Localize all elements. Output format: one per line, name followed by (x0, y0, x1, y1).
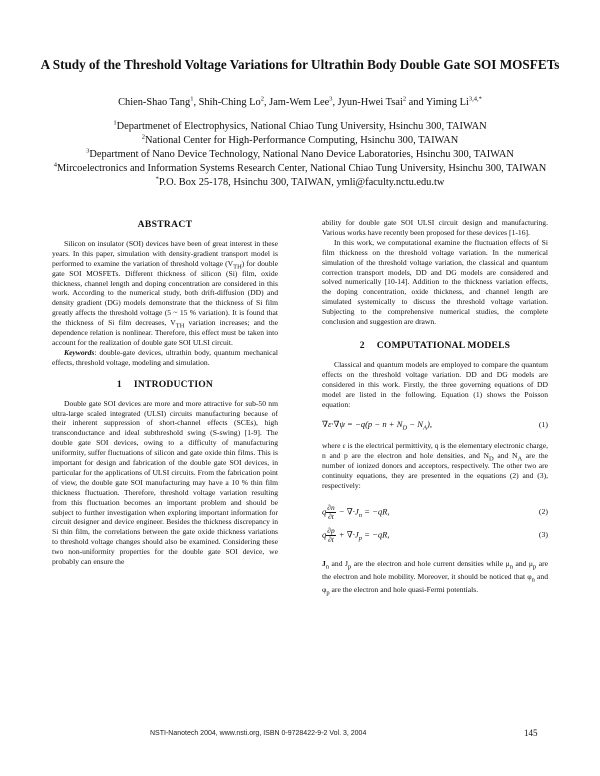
introduction-paragraph: In this work, we computational examine the fluctuation effects of Si film thickness on the threshold voltage variation. In the numerical simulation of the threshold voltage variation, the classical and quantum correction transport models, DD and DG models are considered and solved numerically [10-14]. Addition to the thickness variation effects, the doping concentration, oxide thickness, and channel length are simulated systemically to discuss the threshold voltage variation. Subjecting to the comprehensive numerical studies, the complete conclusion and suggestion are drawn. (322, 237, 548, 327)
equation-body: q $\frac{\partial n}{\partial t}$ − $\nabla\cdot J_n = -qR$, (322, 502, 390, 521)
models-text: Classical and quantum models are employed to compare the quantum effects on the threshold voltage variation. DD and DG models are considered in this work. Firstly, the three governing equations of DD model are listed in the following. Equation (1) shows the Poisson equation: (322, 359, 548, 409)
affiliation (30, 148, 570, 162)
author-name: Jam-Wem Lee (269, 97, 330, 108)
affiliation (30, 120, 570, 134)
equation-number: (3) (538, 530, 548, 540)
affiliation (30, 134, 570, 148)
affiliation-text: Departmenet of Electrophysics, National Chiao Tung University, Hsinchu 300, TAIWAN (116, 121, 487, 132)
equation-body: $\nabla\varepsilon\cdot\nabla\psi = -q(p - n + N_D - N_A)$, (322, 419, 432, 433)
models-text: $J_n$ and $J_p$ are the electron and hole current densities while $\mu_n$ and $\mu_p$ are the electron and hole mobility. Moreover, it should be noticed that $\varphi_n$ and $\varphi_p$ are the electron and hole quasi-Fermi potentials. (322, 558, 548, 597)
affiliation-sup: 4 (53, 161, 57, 169)
section-heading-introduction: 1 INTRODUCTION (116, 378, 214, 390)
equation-3 (322, 527, 548, 544)
equation-body: q $\frac{\partial p}{\partial t}$ + $\nabla\cdot J_p = -qR$, (322, 525, 390, 544)
left-column (52, 218, 278, 567)
author-sup: 3,4,* (468, 95, 482, 103)
author-sup: 2 (260, 95, 264, 103)
introduction-text: Double gate SOI devices are more and more attractive for sub-50 nm ultra-large scaled integrated (ULSI) circuits manufacturing because of their inherent suppression of short-channel effects (SCEs), high transconductance and ideal subthreshold swing (S-swing) [1-9]. The double gate SOI devices, owing to a difficulty of manufacturing uniformity, suffer fluctuations of silicon and gate oxide thin films. This is important for design and fabrication of the double gate SOI devices, in particular for the applications of ULSI circuits. From the fabrication point of view, the double gate SOI manufacturing may have a 10 % thin film thickness fluctuation. Therefore, threshold voltage variation resulting from this fluctuation becomes an important problem and should be subject to further investigation when exploring important information for circuit designer and device engineer. Besides the thickness discrepancy in Si thin film, the correlations between the gate oxide thickness variations to threshold voltage changes should also be examined. Considering these two non-uniformity properties for the double gate SOI device, we probably can ensure the (52, 398, 278, 567)
author-name: Jyun-Hwei Tsai (337, 97, 403, 108)
abstract-text: Silicon on insulator (SOI) devices have been of great interest in these years. In this paper, simulation with density-gradient transport model is performed to examine the variation of threshold voltage $(V_{TH})$ for double gate SOI MOSFETs. Different thickness of silicon (Si) film, oxide thickness, channel length and doping concentration are considered in this work. According to the numerical study, both drift-diffusion (DD) and density gradient (DG) models demonstrate that the thickness of Si film greatly affects the threshold voltage (5 ~ 15 % variation). It is found that the thickness of Si film decreases, $V_{TH}$ variation increases; and the dependence relation is nonlinear. Therefore, this effect must be taken into account for the realization of double gate SOI ULSI circuit. (52, 238, 279, 347)
author-name: Chien-Shao Tang (118, 97, 191, 108)
right-column (322, 218, 548, 596)
author-name: Yiming Li (425, 97, 469, 108)
keywords-text: : double-gate devices, ultrathin body, quantum mechanical effects, threshold voltage, modeling and simulation. (52, 347, 278, 367)
keywords-label: Keywords (64, 347, 95, 357)
models-text: where ε is the electrical permittivity, q is the elementary electronic charge, n and p are the electron and hole densities, and $N_D$ and $N_A$ are the number of ionized donors and acceptors, respectively. The other two are continuity equations, they are presented in the equations (2) and (3), respectively: (322, 441, 548, 490)
equation-number: (1) (538, 420, 548, 430)
affiliation (30, 162, 570, 176)
affiliation-text: Department of Nano Device Technology, National Nano Device Laboratories, Hsinchu 300, TAIWAN (89, 149, 514, 160)
introduction-continued: ability for double gate SOI ULSI circuit design and manufacturing. Various works have recently been proposed for these devices [1-16]. (322, 218, 548, 237)
affiliation-sup: * (155, 175, 159, 183)
author-separator: , (263, 97, 270, 108)
author-sup: 1 (190, 95, 194, 103)
equation-1 (322, 419, 548, 433)
page-footer-citation: NSTI-Nanotech 2004, www.nsti.org, ISBN 0-9728422-9-2 Vol. 3, 2004 (150, 730, 367, 737)
paper-title: A Study of the Threshold Voltage Variations for Ultrathin Body Double Gate SOI MOSFETs (40, 57, 560, 72)
author-separator: , (332, 97, 338, 108)
section-heading-models: 2 COMPUTATIONAL MODELS (359, 339, 511, 351)
author-and: and (406, 97, 426, 108)
affiliation-text: National Center for High-Performance Computing, Hsinchu 300, TAIWAN (145, 135, 459, 146)
author-name: Shih-Ching Lo (198, 97, 261, 108)
affiliation-text: P.O. Box 25-178, Hsinchu 300, TAIWAN, ymli@faculty.nctu.edu.tw (158, 177, 445, 188)
affiliation-list (30, 120, 570, 190)
author-line (40, 96, 560, 110)
keywords (52, 348, 278, 368)
affiliation-sup: 3 (86, 147, 90, 155)
page-number: 145 (524, 728, 538, 738)
affiliation-sup: 1 (113, 119, 117, 127)
author-sup: 3 (329, 95, 333, 103)
affiliation-text: Mircoelectronics and Information Systems Research Center, National Chiao Tung University, Hsinchu 300, TAIWAN (56, 163, 547, 174)
equation-number: (2) (538, 507, 548, 517)
author-separator: , (193, 97, 199, 108)
author-sup: 2 (402, 95, 407, 103)
affiliation-sup: 2 (141, 133, 145, 141)
abstract-heading: ABSTRACT (137, 219, 193, 230)
affiliation (30, 176, 570, 190)
equation-2 (322, 504, 548, 521)
